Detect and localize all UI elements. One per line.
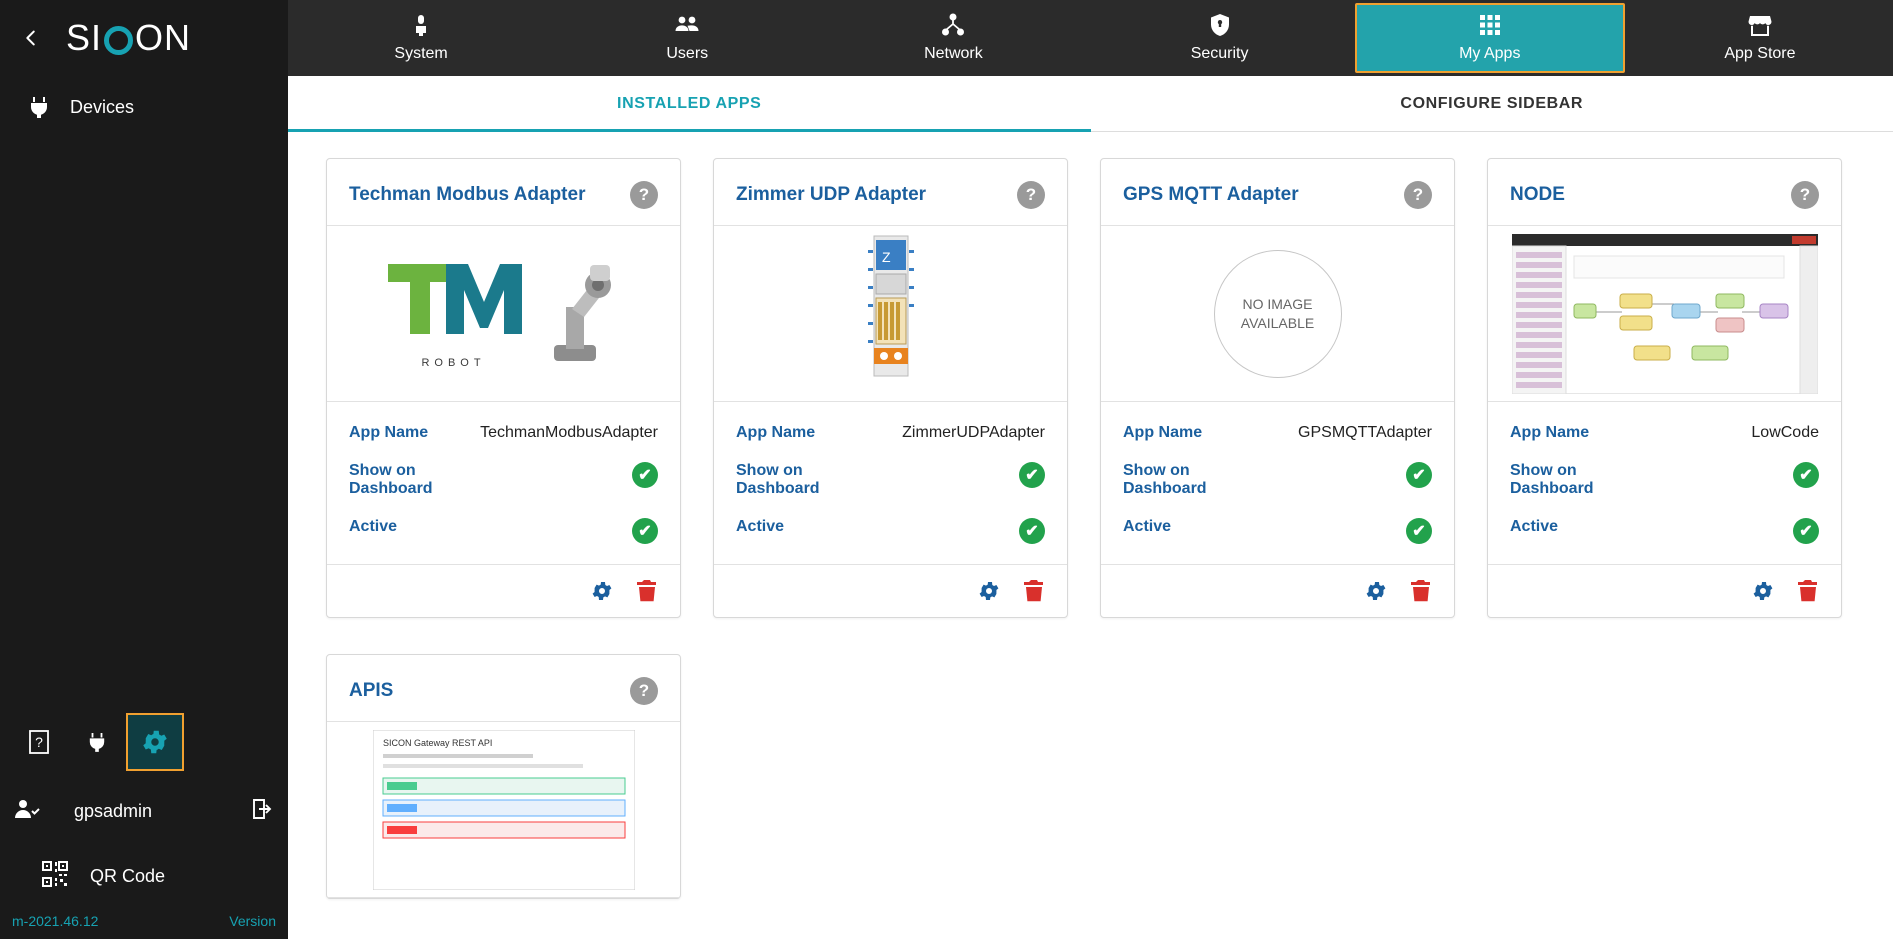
help-icon[interactable]: ? xyxy=(1017,181,1045,209)
status-check-icon: ✔ xyxy=(1793,462,1819,488)
tab-label: App Store xyxy=(1724,45,1796,62)
property-label: Active xyxy=(1510,518,1559,535)
card-header xyxy=(714,159,1067,226)
property-value: GPSMQTTAdapter xyxy=(1298,424,1432,441)
user-check-icon xyxy=(14,798,40,825)
installed-apps-content xyxy=(288,132,1893,939)
property-active xyxy=(1510,518,1819,544)
subtab-label: CONFIGURE SIDEBAR xyxy=(1400,94,1584,112)
tab-label: System xyxy=(394,45,448,62)
sidebar-item-devices[interactable] xyxy=(0,76,288,138)
card-title: Zimmer UDP Adapter xyxy=(736,184,927,205)
brand-logo-ring xyxy=(104,26,133,55)
svg-text:Z: Z xyxy=(881,248,891,265)
property-value: LowCode xyxy=(1751,424,1819,441)
tab-label: Security xyxy=(1190,45,1249,62)
card-actions xyxy=(714,565,1067,617)
app-image-techman-robot-logo: ROBOT xyxy=(327,226,680,402)
property-show-on-dashboard xyxy=(349,462,658,498)
svg-text:?: ? xyxy=(35,734,43,750)
qr-code-row[interactable] xyxy=(0,843,288,909)
property-app-name xyxy=(349,424,658,442)
brand-logo xyxy=(66,17,191,59)
property-label: App Name xyxy=(349,424,429,441)
subtab-configure-sidebar[interactable] xyxy=(1091,76,1893,131)
svg-text:SICON Gateway REST API: SICON Gateway REST API xyxy=(382,737,492,748)
shield-icon xyxy=(1209,13,1231,42)
property-value: TechmanModbusAdapter xyxy=(480,424,658,441)
settings-icon[interactable] xyxy=(590,579,614,603)
property-show-on-dashboard xyxy=(736,462,1045,498)
delete-icon[interactable] xyxy=(1797,579,1819,603)
property-label: App Name xyxy=(736,424,816,441)
card-header xyxy=(1101,159,1454,226)
device-icon xyxy=(18,95,60,119)
property-app-name xyxy=(1510,424,1819,442)
sidebar-header xyxy=(0,0,288,76)
sub-tabs xyxy=(288,76,1893,132)
status-check-icon: ✔ xyxy=(632,462,658,488)
property-app-name xyxy=(736,424,1045,442)
status-check-icon: ✔ xyxy=(1019,518,1045,544)
property-label: Active xyxy=(736,518,785,535)
card-header xyxy=(327,159,680,226)
help-icon[interactable] xyxy=(10,713,68,771)
card-properties xyxy=(1101,402,1454,565)
version-row xyxy=(0,909,288,939)
card-actions xyxy=(1101,565,1454,617)
tab-label: My Apps xyxy=(1459,45,1521,62)
app-image-no-image xyxy=(1101,226,1454,402)
property-active xyxy=(1123,518,1432,544)
card-header xyxy=(1488,159,1841,226)
property-label: App Name xyxy=(1123,424,1203,441)
qr-code-icon xyxy=(42,861,68,892)
delete-icon[interactable] xyxy=(1410,579,1432,603)
help-icon[interactable]: ? xyxy=(1404,181,1432,209)
property-value: ZimmerUDPAdapter xyxy=(902,424,1045,441)
property-label: Show on Dashboard xyxy=(1123,462,1207,497)
card-title: Techman Modbus Adapter xyxy=(349,184,586,205)
version-label: Version xyxy=(229,913,276,929)
card-title: GPS MQTT Adapter xyxy=(1123,184,1299,205)
property-active xyxy=(349,518,658,544)
app-image-node-red-screenshot xyxy=(1488,226,1841,402)
main-area xyxy=(288,0,1893,939)
qr-code-label: QR Code xyxy=(90,865,166,886)
property-active xyxy=(736,518,1045,544)
username-label: gpsadmin xyxy=(74,800,153,821)
store-icon xyxy=(1748,13,1772,42)
sidebar-item-label: Devices xyxy=(70,96,135,117)
tab-label: Network xyxy=(924,45,983,62)
app-card xyxy=(326,158,681,618)
no-image-placeholder: NO IMAGE AVAILABLE xyxy=(1214,250,1342,378)
status-check-icon: ✔ xyxy=(1019,462,1045,488)
card-title: NODE xyxy=(1510,184,1565,205)
property-app-name xyxy=(1123,424,1432,442)
subtab-label: INSTALLED APPS xyxy=(617,94,762,112)
help-icon[interactable]: ? xyxy=(1791,181,1819,209)
status-check-icon: ✔ xyxy=(1793,518,1819,544)
chevron-left-icon[interactable] xyxy=(14,21,48,55)
app-card xyxy=(1100,158,1455,618)
property-label: Active xyxy=(1123,518,1172,535)
card-title: APIS xyxy=(349,680,394,701)
app-card xyxy=(1487,158,1842,618)
logout-icon[interactable] xyxy=(250,797,274,826)
tab-my-apps[interactable] xyxy=(1355,3,1625,73)
version-value: m-2021.46.12 xyxy=(12,913,99,929)
device-icon-small[interactable] xyxy=(68,713,126,771)
app-image-zimmer-controller-photo xyxy=(714,226,1067,402)
card-actions xyxy=(1488,565,1841,617)
delete-icon[interactable] xyxy=(1023,579,1045,603)
app-card xyxy=(713,158,1068,618)
card-properties xyxy=(1488,402,1841,565)
app-card-grid xyxy=(326,158,1863,899)
tab-label: Users xyxy=(666,45,709,62)
property-label: Show on Dashboard xyxy=(736,462,820,497)
top-navigation xyxy=(288,0,1893,76)
card-properties xyxy=(327,402,680,565)
help-icon[interactable]: ? xyxy=(630,677,658,705)
settings-icon[interactable] xyxy=(1364,579,1388,603)
app-image-api-docs-screenshot xyxy=(327,722,680,898)
property-label: Show on Dashboard xyxy=(349,462,433,497)
property-label: Show on Dashboard xyxy=(1510,462,1594,497)
user-row xyxy=(0,779,288,843)
card-actions xyxy=(327,565,680,617)
status-check-icon: ✔ xyxy=(1406,462,1432,488)
tab-users[interactable] xyxy=(554,0,820,76)
card-header xyxy=(327,655,680,722)
tab-system[interactable] xyxy=(288,0,554,76)
property-label: App Name xyxy=(1510,424,1590,441)
sidebar xyxy=(0,0,288,939)
brand-logo-right: ON xyxy=(135,17,192,58)
system-icon xyxy=(409,13,433,42)
brand-logo-left: SI xyxy=(66,17,103,58)
app-card xyxy=(326,654,681,899)
sidebar-icon-row xyxy=(0,705,288,779)
status-check-icon: ✔ xyxy=(632,518,658,544)
card-properties xyxy=(714,402,1067,565)
tab-security[interactable] xyxy=(1087,0,1353,76)
settings-icon[interactable] xyxy=(977,579,1001,603)
gear-icon[interactable] xyxy=(126,713,184,771)
tab-network[interactable] xyxy=(820,0,1086,76)
users-icon xyxy=(674,13,700,42)
settings-icon[interactable] xyxy=(1751,579,1775,603)
sidebar-spacer xyxy=(0,138,288,705)
network-icon xyxy=(941,13,965,42)
delete-icon[interactable] xyxy=(636,579,658,603)
property-label: Active xyxy=(349,518,398,535)
property-show-on-dashboard xyxy=(1510,462,1819,498)
subtab-installed-apps[interactable] xyxy=(288,76,1091,131)
property-show-on-dashboard xyxy=(1123,462,1432,498)
tab-app-store[interactable] xyxy=(1627,0,1893,76)
status-check-icon: ✔ xyxy=(1406,518,1432,544)
grid-apps-icon xyxy=(1478,13,1502,42)
help-icon[interactable]: ? xyxy=(630,181,658,209)
